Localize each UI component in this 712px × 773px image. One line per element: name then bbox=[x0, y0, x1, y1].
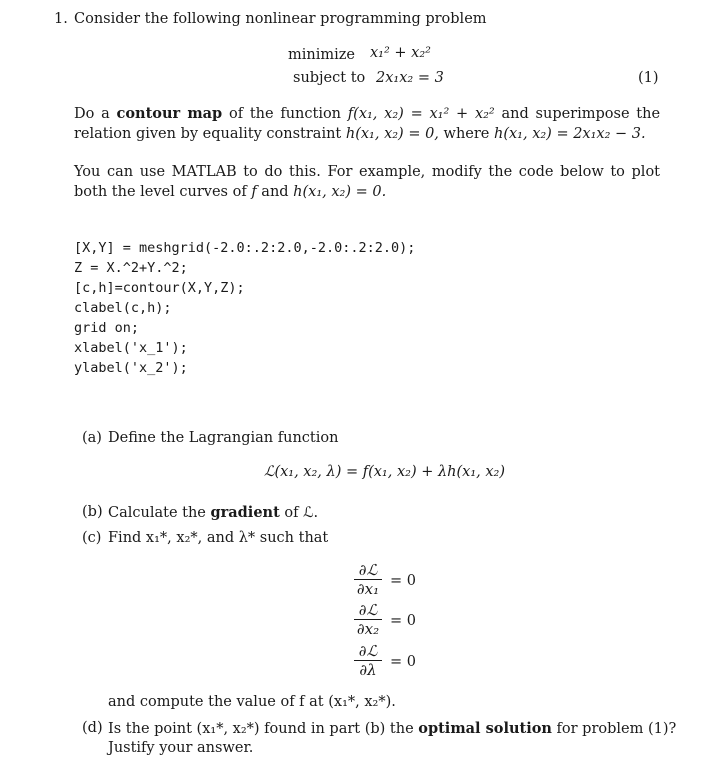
code-line: Z = X.^2+Y.^2; bbox=[74, 260, 188, 276]
code-line: [X,Y] = meshgrid(-2.0:.2:2.0,-2.0:.2:2.0); bbox=[74, 240, 416, 256]
lagrangian-equation: ℒ(x₁, x₂, λ) = f(x₁, x₂) + λh(x₁, x₂) bbox=[264, 464, 506, 480]
problem-number: 1. bbox=[54, 11, 68, 27]
f-symbol: f bbox=[251, 184, 257, 200]
optimal-solution-bold: optimal solution bbox=[418, 720, 552, 737]
part-c-label: (c) bbox=[82, 530, 102, 546]
subject-to-label: subject to bbox=[293, 70, 366, 86]
objective-function: x₁² + x₂² bbox=[370, 45, 431, 61]
h-equals-zero: h(x₁, x₂) = 0, bbox=[345, 126, 439, 142]
text: Is the point (x₁*, x₂*) found in part (b) the bbox=[108, 721, 414, 737]
constraint-equation: 2x₁x₂ = 3 bbox=[376, 70, 444, 86]
contour-map-bold: contour map bbox=[116, 105, 223, 122]
denominator: ∂x₁ bbox=[356, 580, 380, 598]
rhs-zero: = 0 bbox=[390, 573, 416, 589]
part-a-text: Define the Lagrangian function bbox=[108, 430, 339, 446]
code-block bbox=[74, 238, 415, 378]
part-a-label: (a) bbox=[82, 430, 102, 446]
partial-lambda bbox=[354, 643, 382, 678]
matlab-paragraph bbox=[74, 162, 660, 202]
part-d-label: (d) bbox=[82, 720, 103, 736]
text: given by equality constraint bbox=[135, 126, 342, 142]
h-definition: h(x₁, x₂) = 2x₁x₂ − 3. bbox=[493, 126, 646, 142]
rhs-zero: = 0 bbox=[390, 613, 416, 629]
part-d-justify: Justify your answer. bbox=[108, 740, 254, 756]
text: and superimpose the relation bbox=[74, 106, 661, 142]
code-line: clabel(c,h); bbox=[74, 300, 172, 316]
text: where bbox=[443, 126, 490, 142]
part-d-text bbox=[108, 720, 676, 737]
problem-intro: Consider the following nonlinear programming problem bbox=[74, 11, 487, 27]
numerator: ∂ℒ bbox=[358, 561, 378, 579]
part-c-compute: and compute the value of f at (x₁*, x₂*). bbox=[108, 694, 396, 710]
text: of the function bbox=[228, 106, 342, 122]
code-line: grid on; bbox=[74, 320, 140, 336]
part-c-text: Find x₁*, x₂*, and λ* such that bbox=[108, 530, 329, 546]
text: You can use MATLAB to do this. For example, modify the code below to plot both bbox=[74, 164, 660, 200]
partial-x2 bbox=[354, 602, 382, 637]
denominator: ∂λ bbox=[359, 661, 377, 679]
gradient-bold: gradient bbox=[210, 504, 280, 521]
text: of ℒ. bbox=[284, 505, 319, 521]
code-line: [c,h]=contour(X,Y,Z); bbox=[74, 280, 245, 296]
code-line: xlabel('x_1'); bbox=[74, 340, 188, 356]
partial-x1 bbox=[354, 562, 382, 597]
rhs-zero: = 0 bbox=[390, 654, 416, 670]
denominator: ∂x₂ bbox=[356, 620, 380, 638]
function-def: f(x₁, x₂) = x₁² + x₂² bbox=[347, 106, 495, 122]
part-b-text bbox=[108, 504, 318, 521]
h-equals-zero: h(x₁, x₂) = 0. bbox=[293, 184, 387, 200]
numerator: ∂ℒ bbox=[358, 601, 378, 619]
minimize-label: minimize bbox=[288, 47, 355, 63]
contour-paragraph bbox=[74, 104, 660, 144]
text: Calculate the bbox=[108, 505, 206, 521]
code-line: ylabel('x_2'); bbox=[74, 360, 188, 376]
text: the level curves of bbox=[111, 184, 247, 200]
text: for problem (1)? bbox=[556, 721, 677, 737]
text: and bbox=[261, 184, 289, 200]
equation-number: (1) bbox=[638, 70, 659, 86]
part-b-label: (b) bbox=[82, 504, 103, 520]
text: Do a bbox=[74, 106, 110, 122]
numerator: ∂ℒ bbox=[358, 642, 378, 660]
